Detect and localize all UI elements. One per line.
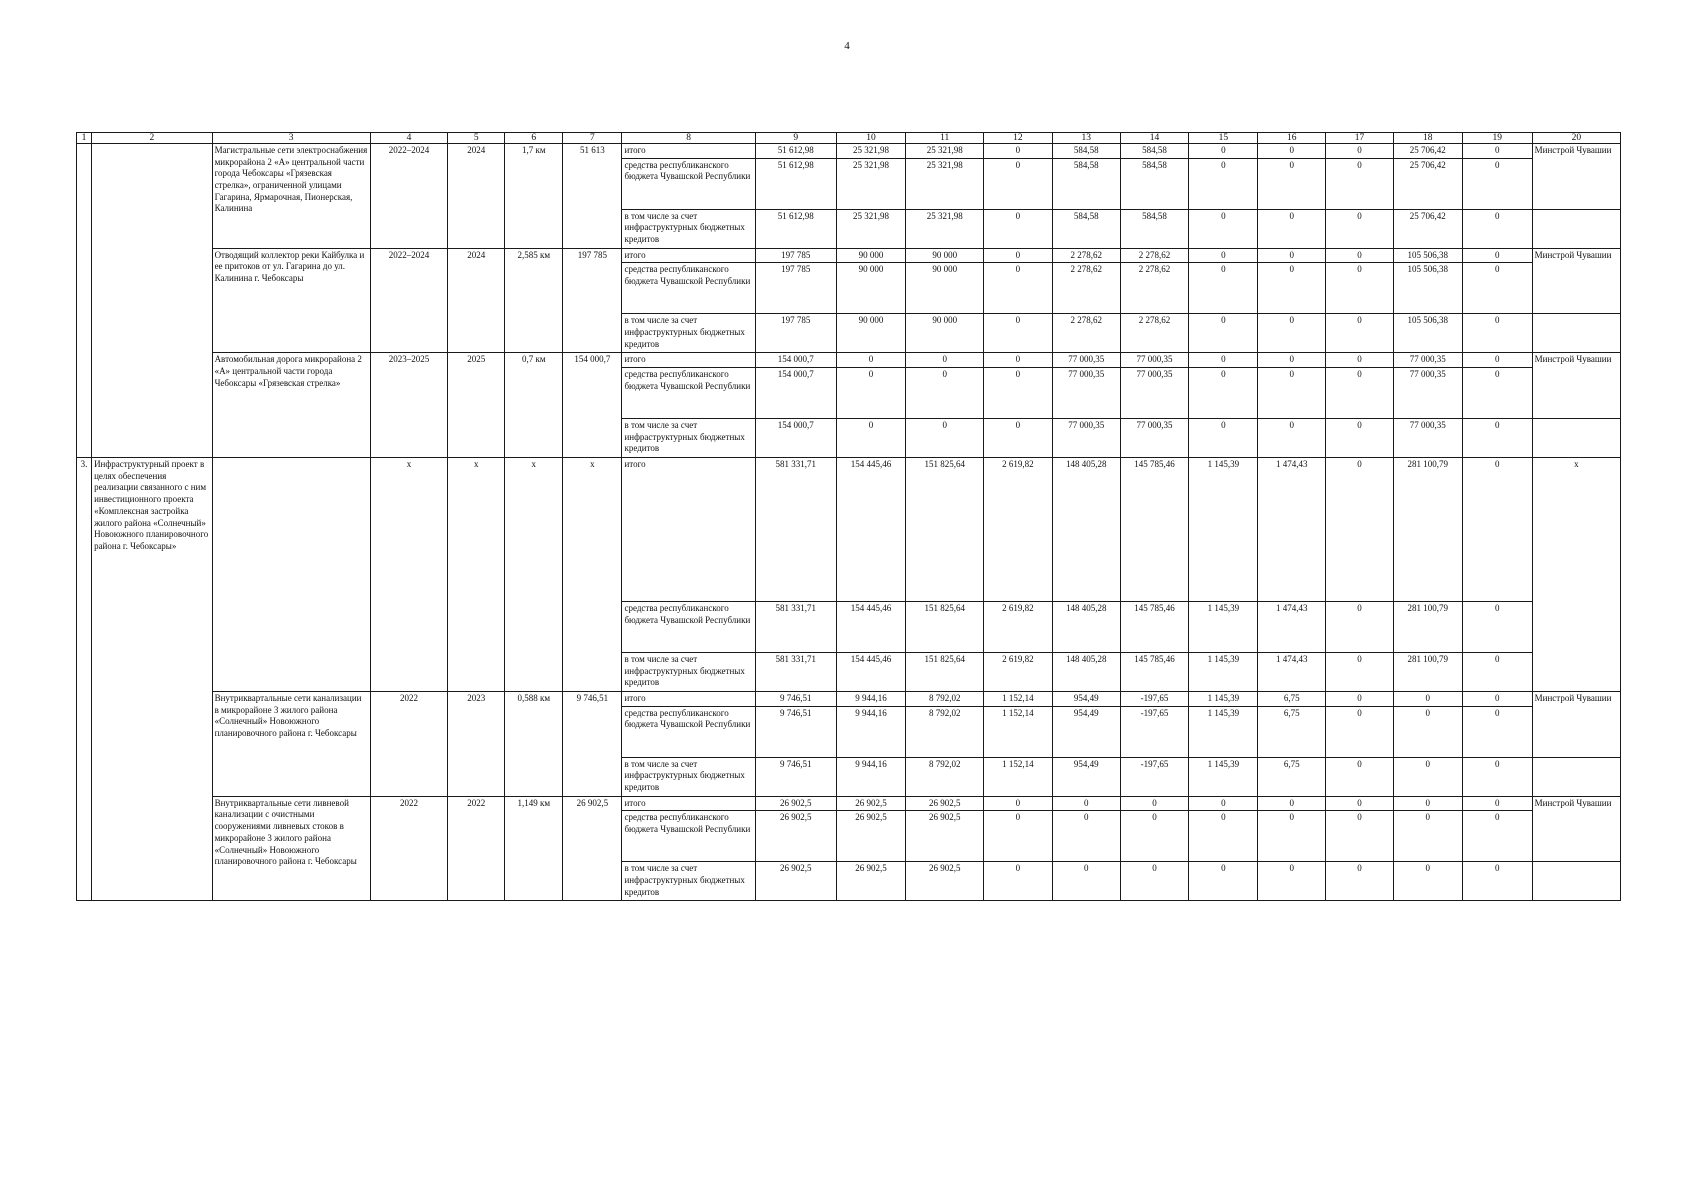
source-label: средства республиканского бюджета Чувашской Республики [622, 706, 755, 757]
value-cell: 25 706,42 [1393, 209, 1462, 248]
value-cell: 1 145,39 [1189, 757, 1258, 796]
object-row-total [77, 144, 1621, 159]
source-label: итого [622, 248, 755, 263]
value-cell: 0 [1052, 862, 1120, 901]
value-cell: 584,58 [1120, 209, 1189, 248]
col-header: 12 [983, 133, 1052, 144]
value-cell: 154 445,46 [836, 602, 906, 653]
source-label: итого [622, 144, 755, 159]
value-cell: 0 [1326, 144, 1394, 159]
capacity-cell: 2,585 км [505, 248, 563, 353]
value-cell: 0 [1189, 209, 1258, 248]
value-cell: 0 [1326, 353, 1394, 368]
value-cell: 0 [1462, 862, 1532, 901]
period-cell: 2022–2024 [370, 248, 447, 353]
value-cell: 0 [1462, 144, 1532, 159]
value-cell: 0 [1258, 158, 1326, 209]
value-cell: 154 000,7 [755, 419, 836, 458]
value-cell: 0 [906, 353, 983, 368]
value-cell: 0 [1462, 706, 1532, 757]
value-cell: 0 [906, 419, 983, 458]
value-cell: 77 000,35 [1120, 353, 1189, 368]
value-cell: 1 474,43 [1258, 653, 1326, 692]
value-cell: 90 000 [906, 314, 983, 353]
value-cell: 0 [983, 314, 1052, 353]
value-cell: 0 [1393, 796, 1462, 811]
year-cell: 2025 [448, 353, 505, 458]
value-cell: 0 [983, 419, 1052, 458]
value-cell: 26 902,5 [755, 811, 836, 862]
executor-empty [1532, 419, 1620, 458]
value-cell: 26 902,5 [755, 796, 836, 811]
value-cell: 197 785 [755, 263, 836, 314]
value-cell: 0 [1258, 353, 1326, 368]
value-cell: 0 [1258, 209, 1326, 248]
value-cell: 26 902,5 [906, 811, 983, 862]
value-cell: 26 902,5 [906, 796, 983, 811]
value-cell: 90 000 [906, 248, 983, 263]
cost-cell: 197 785 [563, 248, 622, 353]
value-cell: 0 [1052, 796, 1120, 811]
value-cell: 581 331,71 [755, 458, 836, 602]
index-cell-empty [77, 144, 92, 458]
value-cell: 0 [1462, 458, 1532, 602]
value-cell: 0 [906, 368, 983, 419]
value-cell: 25 321,98 [836, 144, 906, 159]
value-cell: 2 619,82 [983, 458, 1052, 602]
col-header: 5 [448, 133, 505, 144]
source-label: итого [622, 692, 755, 707]
period-cell: 2022–2024 [370, 144, 447, 249]
value-cell: 0 [1462, 811, 1532, 862]
value-cell: 0 [1258, 796, 1326, 811]
value-cell: 6,75 [1258, 757, 1326, 796]
object-name: Отводящий коллектор реки Кайбулка и ее притоков от ул. Гагарина до ул. Калинина г. Чебоксары [212, 248, 370, 353]
col-header: 1 [77, 133, 92, 144]
value-cell: 0 [1393, 862, 1462, 901]
value-cell: 77 000,35 [1393, 353, 1462, 368]
value-cell: 0 [1120, 796, 1189, 811]
value-cell: 0 [1326, 368, 1394, 419]
value-cell: 2 278,62 [1052, 248, 1120, 263]
value-cell: 584,58 [1052, 158, 1120, 209]
executor-cell: Минстрой Чувашии [1532, 144, 1620, 210]
value-cell: 0 [1326, 314, 1394, 353]
source-label: в том числе за счет инфраструктурных бюджетных кредитов [622, 314, 755, 353]
value-cell: 197 785 [755, 314, 836, 353]
value-cell: 0 [983, 368, 1052, 419]
executor-cell: Минстрой Чувашии [1532, 796, 1620, 862]
value-cell: 0 [983, 158, 1052, 209]
value-cell: 584,58 [1052, 209, 1120, 248]
value-cell: 151 825,64 [906, 653, 983, 692]
value-cell: 0 [1462, 368, 1532, 419]
value-cell: 154 445,46 [836, 653, 906, 692]
value-cell: 584,58 [1052, 144, 1120, 159]
value-cell: 25 321,98 [906, 209, 983, 248]
value-cell: 9 944,16 [836, 706, 906, 757]
value-cell: 0 [1326, 862, 1394, 901]
value-cell: 0 [1462, 796, 1532, 811]
value-cell: 77 000,35 [1120, 368, 1189, 419]
value-cell: 1 145,39 [1189, 653, 1258, 692]
value-cell: 6,75 [1258, 706, 1326, 757]
value-cell: 148 405,28 [1052, 458, 1120, 602]
value-cell: 0 [1462, 158, 1532, 209]
col-header: 10 [836, 133, 906, 144]
value-cell: 584,58 [1120, 144, 1189, 159]
source-label: средства республиканского бюджета Чувашской Республики [622, 368, 755, 419]
value-cell: 151 825,64 [906, 458, 983, 602]
value-cell: 0 [1189, 368, 1258, 419]
value-cell: 9 746,51 [755, 757, 836, 796]
value-cell: 145 785,46 [1120, 602, 1189, 653]
executor-cell: Минстрой Чувашии [1532, 692, 1620, 758]
value-cell: 0 [1189, 158, 1258, 209]
capacity-cell: 0,588 км [505, 692, 563, 797]
value-cell: 0 [983, 796, 1052, 811]
value-cell: 581 331,71 [755, 602, 836, 653]
value-cell: 148 405,28 [1052, 653, 1120, 692]
value-cell: 0 [1189, 248, 1258, 263]
section-title: Инфраструктурный проект в целях обеспечения реализации связанного с ним инвестиционного проекта «Комплексная застройка жилого района «Солнечный» Новоюжного планировочного района г. Чебоксары» [92, 458, 213, 901]
object-name: Автомобильная дорога микрорайона 2 «А» центральной части города Чебоксары «Грязевская стрелка» [212, 353, 370, 458]
value-cell: 0 [983, 209, 1052, 248]
period-cell: 2022 [370, 796, 447, 901]
value-cell: 9 746,51 [755, 706, 836, 757]
value-cell: 1 145,39 [1189, 706, 1258, 757]
value-cell: 0 [1462, 653, 1532, 692]
value-cell: 9 746,51 [755, 692, 836, 707]
value-cell: 0 [1462, 419, 1532, 458]
value-cell: 0 [1189, 796, 1258, 811]
col-header: 4 [370, 133, 447, 144]
executor-cell: Минстрой Чувашии [1532, 353, 1620, 419]
col-header: 13 [1052, 133, 1120, 144]
page-number: 4 [844, 40, 850, 52]
col-header: 19 [1462, 133, 1532, 144]
value-cell: 0 [983, 144, 1052, 159]
executor-empty [1532, 209, 1620, 248]
value-cell: 0 [1258, 862, 1326, 901]
value-cell: 0 [1189, 314, 1258, 353]
source-label: итого [622, 353, 755, 368]
x-cell: x [505, 458, 563, 692]
value-cell: 0 [1258, 419, 1326, 458]
capacity-cell: 0,7 км [505, 353, 563, 458]
value-cell: 0 [1189, 263, 1258, 314]
value-cell: 0 [1189, 353, 1258, 368]
col-header: 16 [1258, 133, 1326, 144]
col-header: 9 [755, 133, 836, 144]
value-cell: 90 000 [836, 314, 906, 353]
value-cell: 105 506,38 [1393, 263, 1462, 314]
executor-empty [1532, 314, 1620, 353]
value-cell: 0 [1462, 692, 1532, 707]
project-cell-empty [92, 144, 213, 458]
capacity-cell: 1,149 км [505, 796, 563, 901]
source-label: средства республиканского бюджета Чувашской Республики [622, 263, 755, 314]
section-name-empty [212, 458, 370, 692]
cost-cell: 26 902,5 [563, 796, 622, 901]
value-cell: 0 [983, 353, 1052, 368]
col-header: 8 [622, 133, 755, 144]
value-cell: 90 000 [836, 263, 906, 314]
object-name: Внутриквартальные сети канализации в микрорайоне 3 жилого района «Солнечный» Новоюжного планировочного района г. Чебоксары [212, 692, 370, 797]
value-cell: 105 506,38 [1393, 314, 1462, 353]
value-cell: 25 321,98 [836, 158, 906, 209]
value-cell: 197 785 [755, 248, 836, 263]
value-cell: 8 792,02 [906, 692, 983, 707]
value-cell: 0 [1120, 811, 1189, 862]
cost-cell: 9 746,51 [563, 692, 622, 797]
source-label: в том числе за счет инфраструктурных бюджетных кредитов [622, 653, 755, 692]
value-cell: 51 612,98 [755, 209, 836, 248]
source-label: средства республиканского бюджета Чувашской Республики [622, 602, 755, 653]
value-cell: 0 [1326, 419, 1394, 458]
value-cell: 77 000,35 [1120, 419, 1189, 458]
value-cell: 0 [1258, 368, 1326, 419]
value-cell: 26 902,5 [836, 862, 906, 901]
value-cell: 25 706,42 [1393, 158, 1462, 209]
x-cell: x [370, 458, 447, 692]
value-cell: 2 278,62 [1052, 263, 1120, 314]
value-cell: 1 152,14 [983, 757, 1052, 796]
source-label: итого [622, 458, 755, 602]
value-cell: 0 [1462, 209, 1532, 248]
value-cell: 2 278,62 [1052, 314, 1120, 353]
value-cell: 90 000 [836, 248, 906, 263]
value-cell: 954,49 [1052, 692, 1120, 707]
value-cell: 51 612,98 [755, 144, 836, 159]
col-header: 18 [1393, 133, 1462, 144]
value-cell: 0 [1462, 248, 1532, 263]
value-cell: 2 278,62 [1120, 263, 1189, 314]
executor-empty [1532, 862, 1620, 901]
object-row-total [77, 248, 1621, 263]
col-header: 11 [906, 133, 983, 144]
value-cell: 145 785,46 [1120, 653, 1189, 692]
value-cell: 2 619,82 [983, 602, 1052, 653]
col-header: 2 [92, 133, 213, 144]
value-cell: 0 [1189, 419, 1258, 458]
value-cell: 0 [1462, 263, 1532, 314]
value-cell: 0 [1326, 692, 1394, 707]
source-label: в том числе за счет инфраструктурных бюджетных кредитов [622, 209, 755, 248]
value-cell: 1 145,39 [1189, 458, 1258, 602]
source-label: в том числе за счет инфраструктурных бюджетных кредитов [622, 757, 755, 796]
source-label: итого [622, 796, 755, 811]
value-cell: 0 [836, 368, 906, 419]
value-cell: 2 278,62 [1120, 314, 1189, 353]
value-cell: 0 [1258, 314, 1326, 353]
object-row-total [77, 796, 1621, 811]
year-cell: 2024 [448, 144, 505, 249]
value-cell: 0 [1189, 144, 1258, 159]
value-cell: 26 902,5 [836, 796, 906, 811]
col-header: 15 [1189, 133, 1258, 144]
value-cell: 77 000,35 [1052, 353, 1120, 368]
value-cell: -197,65 [1120, 692, 1189, 707]
value-cell: 154 000,7 [755, 368, 836, 419]
value-cell: 77 000,35 [1393, 419, 1462, 458]
value-cell: 0 [1393, 811, 1462, 862]
value-cell: 0 [1326, 263, 1394, 314]
value-cell: 0 [836, 419, 906, 458]
object-name: Магистральные сети электроснабжения микрорайона 2 «А» центральной части города Чебоксары «Грязевская стрелка», ограниченной улицами Гагарина, Ярмарочная, Пионерская, Калинина [212, 144, 370, 249]
value-cell: 9 944,16 [836, 692, 906, 707]
value-cell: 0 [1462, 602, 1532, 653]
cost-cell: 154 000,7 [563, 353, 622, 458]
source-label: в том числе за счет инфраструктурных бюджетных кредитов [622, 419, 755, 458]
value-cell: 151 825,64 [906, 602, 983, 653]
value-cell: 0 [983, 263, 1052, 314]
value-cell: 77 000,35 [1052, 419, 1120, 458]
value-cell: 77 000,35 [1393, 368, 1462, 419]
value-cell: 51 612,98 [755, 158, 836, 209]
column-number-row [77, 133, 1621, 144]
value-cell: 0 [1326, 796, 1394, 811]
year-cell: 2023 [448, 692, 505, 797]
value-cell: 0 [1326, 706, 1394, 757]
value-cell: 77 000,35 [1052, 368, 1120, 419]
year-cell: 2022 [448, 796, 505, 901]
value-cell: 0 [1258, 811, 1326, 862]
value-cell: 0 [983, 248, 1052, 263]
value-cell: 25 321,98 [906, 158, 983, 209]
x-cell: x [563, 458, 622, 692]
value-cell: 954,49 [1052, 757, 1120, 796]
value-cell: 0 [1462, 757, 1532, 796]
period-cell: 2022 [370, 692, 447, 797]
value-cell: -197,65 [1120, 757, 1189, 796]
value-cell: 8 792,02 [906, 706, 983, 757]
value-cell: 2 278,62 [1120, 248, 1189, 263]
value-cell: 25 321,98 [836, 209, 906, 248]
value-cell: 954,49 [1052, 706, 1120, 757]
value-cell: 1 145,39 [1189, 692, 1258, 707]
value-cell: 154 445,46 [836, 458, 906, 602]
object-row-total [77, 692, 1621, 707]
value-cell: 0 [1326, 653, 1394, 692]
col-header: 6 [505, 133, 563, 144]
value-cell: 105 506,38 [1393, 248, 1462, 263]
value-cell: 0 [1393, 706, 1462, 757]
value-cell: 6,75 [1258, 692, 1326, 707]
value-cell: 1 145,39 [1189, 602, 1258, 653]
value-cell: 0 [1326, 458, 1394, 602]
capacity-cell: 1,7 км [505, 144, 563, 249]
value-cell: 584,58 [1120, 158, 1189, 209]
value-cell: 9 944,16 [836, 757, 906, 796]
value-cell: 0 [983, 811, 1052, 862]
col-header: 7 [563, 133, 622, 144]
x-cell: x [448, 458, 505, 692]
source-label: средства республиканского бюджета Чувашской Республики [622, 811, 755, 862]
section3-row-total [77, 458, 1621, 602]
value-cell: 0 [1393, 757, 1462, 796]
period-cell: 2023–2025 [370, 353, 447, 458]
value-cell: 25 706,42 [1393, 144, 1462, 159]
cost-cell: 51 613 [563, 144, 622, 249]
value-cell: 0 [1462, 353, 1532, 368]
value-cell: 148 405,28 [1052, 602, 1120, 653]
value-cell: 0 [1258, 248, 1326, 263]
col-header: 3 [212, 133, 370, 144]
value-cell: 25 321,98 [906, 144, 983, 159]
value-cell: 2 619,82 [983, 653, 1052, 692]
source-label: средства республиканского бюджета Чувашской Республики [622, 158, 755, 209]
value-cell: 0 [1189, 862, 1258, 901]
value-cell: 0 [1326, 209, 1394, 248]
value-cell: 26 902,5 [755, 862, 836, 901]
value-cell: 0 [1189, 811, 1258, 862]
source-label: в том числе за счет инфраструктурных бюджетных кредитов [622, 862, 755, 901]
col-header: 20 [1532, 133, 1620, 144]
value-cell: 1 152,14 [983, 706, 1052, 757]
col-header: 14 [1120, 133, 1189, 144]
value-cell: 0 [983, 862, 1052, 901]
col-header: 17 [1326, 133, 1394, 144]
value-cell: -197,65 [1120, 706, 1189, 757]
value-cell: 0 [1326, 248, 1394, 263]
value-cell: 0 [1326, 757, 1394, 796]
value-cell: 0 [1120, 862, 1189, 901]
value-cell: 145 785,46 [1120, 458, 1189, 602]
value-cell: 0 [1258, 263, 1326, 314]
object-name: Внутриквартальные сети ливневой канализации с очистными сооружениями ливневых стоков в микрорайоне 3 жилого района «Солнечный» Новоюжного планировочного района г. Чебоксары [212, 796, 370, 901]
section-index: 3. [77, 458, 92, 901]
value-cell: 90 000 [906, 263, 983, 314]
investment-table [76, 132, 1621, 901]
executor-cell: Минстрой Чувашии [1532, 248, 1620, 314]
value-cell: 8 792,02 [906, 757, 983, 796]
value-cell: 281 100,79 [1393, 458, 1462, 602]
value-cell: 281 100,79 [1393, 602, 1462, 653]
x-cell: x [1532, 458, 1620, 692]
value-cell: 1 152,14 [983, 692, 1052, 707]
value-cell: 0 [836, 353, 906, 368]
value-cell: 0 [1326, 602, 1394, 653]
value-cell: 0 [1393, 692, 1462, 707]
value-cell: 1 474,43 [1258, 458, 1326, 602]
year-cell: 2024 [448, 248, 505, 353]
value-cell: 1 474,43 [1258, 602, 1326, 653]
value-cell: 0 [1462, 314, 1532, 353]
value-cell: 26 902,5 [906, 862, 983, 901]
value-cell: 281 100,79 [1393, 653, 1462, 692]
executor-empty [1532, 757, 1620, 796]
value-cell: 154 000,7 [755, 353, 836, 368]
value-cell: 0 [1326, 811, 1394, 862]
value-cell: 0 [1258, 144, 1326, 159]
value-cell: 0 [1326, 158, 1394, 209]
object-row-total [77, 353, 1621, 368]
value-cell: 581 331,71 [755, 653, 836, 692]
value-cell: 0 [1052, 811, 1120, 862]
value-cell: 26 902,5 [836, 811, 906, 862]
